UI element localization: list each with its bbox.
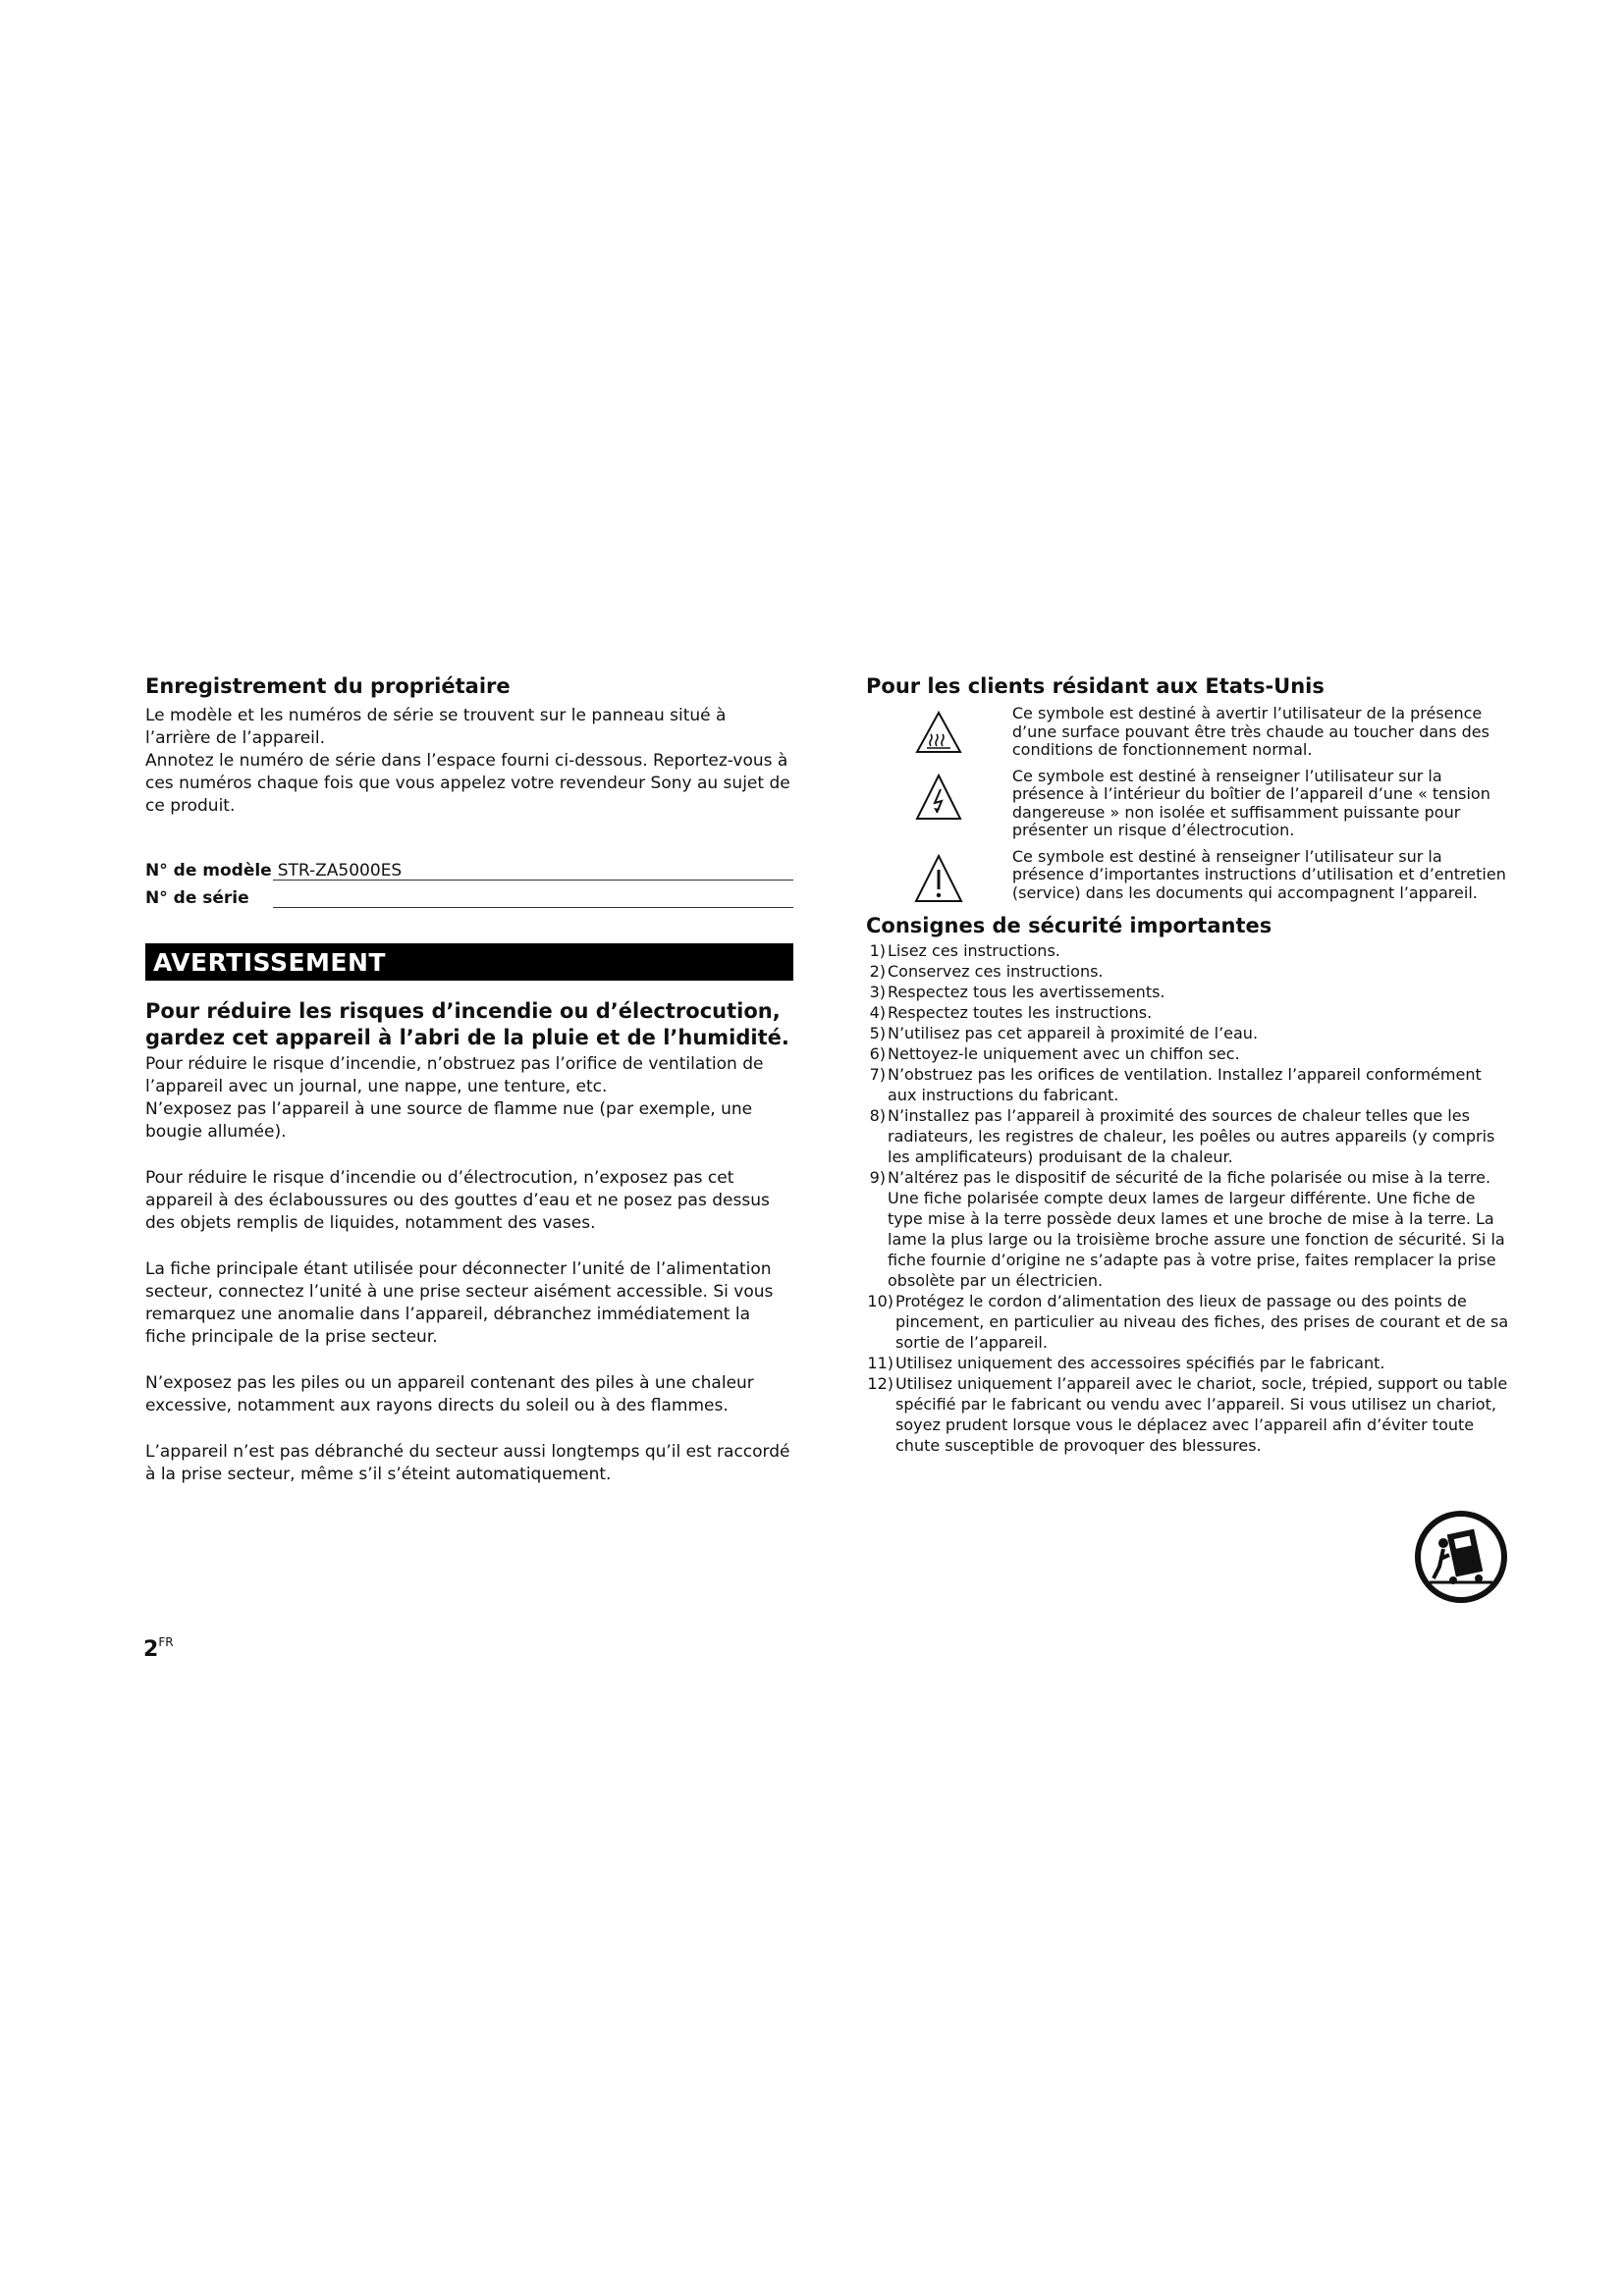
lightning-icon — [915, 774, 962, 821]
warning-paragraph-4: N’exposez pas les piles ou un appareil contenant des piles à une chaleur excessive, notamment aux rayons directs du soleil ou à des flammes. — [145, 1373, 754, 1415]
warning-paragraph-1b: N’exposez pas l’appareil à une source de flamme nue (par exemple, une bougie allumée). — [145, 1099, 753, 1142]
symbol-row-hot-surface — [866, 705, 1514, 760]
model-value: STR-ZA5000ES — [277, 861, 403, 881]
list-item: 9) N’altérez pas le dispositif de sécurité de la fiche polarisée ou mise à la terre. Une fiche polarisée compte deux lames de largeur différente. Une fiche de type mise à la terre possède deux lames et une broche de mise à la terre. La lame la plus large ou la troisième broche assure une fonction de sécurité. Si la fiche fournie d’origine ne s’adapte pas à votre prise, faites remplacer la prise obsolète par un électricien. — [869, 1167, 1505, 1290]
cart-tipover-icon — [1414, 1510, 1508, 1608]
serial-label: N° de série — [145, 888, 249, 908]
list-item: 5) N’utilisez pas cet appareil à proximité de l’eau. — [869, 1023, 1259, 1042]
list-item: 8) N’installez pas l’appareil à proximité des sources de chaleur telles que les radiateurs, les registres de chaleur, les poêles ou autres appareils (y compris les amplificateurs) produisant de la chaleur. — [869, 1105, 1495, 1166]
owner-record-title: Enregistrement du propriétaire — [145, 674, 511, 698]
us-customers-title: Pour les clients résidant aux Etats-Unis — [866, 674, 1325, 698]
list-item: 10) Protégez le cordon d’alimentation des lieux de passage ou des points de pincement, en particulier au niveau des fiches, des prises de courant et de sa sortie de l’appareil. — [867, 1291, 1509, 1352]
list-item: 1) Lisez ces instructions. — [869, 940, 1060, 960]
symbol-text-exclamation: Ce symbole est destiné à renseigner l’utilisateur sur la présence d’importantes instructions d’utilisation et d’entretien (service) dans les documents qui accompagnent l’appareil. — [1011, 846, 1506, 902]
hot-surface-icon — [915, 711, 962, 754]
owner-paragraph-2: Annotez le numéro de série dans l’espace fourni ci-dessous. Reportez-vous à ces numéros chaque fois que vous appelez votre revendeur Sony au sujet de ce produit. — [145, 751, 790, 816]
symbol-text-lightning: Ce symbole est destiné à renseigner l’utilisateur sur la présence à l’intérieur du boîtier de l’appareil d’une « tension dangereuse » non isolée et suffisamment puissante pour présenter un risque d’électrocution. — [1011, 766, 1490, 839]
warning-paragraph-3: La fiche principale étant utilisée pour déconnecter l’unité de l’alimentation secteur, connectez l’unité à une prise secteur aisément accessible. Si vous remarquez une anomalie dans l’appareil, débranchez immédiatement la fiche principale de la prise secteur. — [145, 1259, 774, 1347]
list-item: 4) Respectez toutes les instructions. — [869, 1002, 1153, 1022]
symbol-text-hot-surface: Ce symbole est destiné à avertir l’utilisateur de la présence d’une surface pouvant être très chaude au toucher dans des conditions de fonctionnement normal. — [1011, 704, 1489, 759]
right-column — [866, 673, 1514, 1456]
list-item: 7) N’obstruez pas les orifices de ventilation. Installez l’appareil conformément aux instructions du fabricant. — [869, 1064, 1482, 1104]
model-label: N° de modèle — [145, 861, 272, 881]
exclamation-icon — [914, 854, 963, 903]
list-item: 12) Utilisez uniquement l’appareil avec le chariot, socle, trépied, support ou table spécifié par le fabricant ou vendu avec l’appareil. Si vous utilisez un chariot, soyez prudent lorsque vous le déplacez avec l’appareil afin d’éviter toute chute susceptible de provoquer des blessures. — [867, 1373, 1508, 1455]
left-column — [145, 673, 793, 1486]
warning-paragraph-5: L’appareil n’est pas débranché du secteur aussi longtemps qu’il est raccordé à la prise secteur, même s’il s’éteint automatiquement. — [145, 1442, 790, 1484]
serial-underline — [273, 907, 793, 908]
warning-heading: Pour réduire les risques d’incendie ou d’électrocution, gardez cet appareil à l’abri de la pluie et de l’humidité. — [145, 999, 789, 1049]
model-field — [145, 853, 793, 881]
safety-title: Consignes de sécurité importantes — [866, 913, 1272, 937]
list-item: 11) Utilisez uniquement des accessoires spécifiés par le fabricant. — [867, 1353, 1385, 1372]
list-item: 6) Nettoyez-le uniquement avec un chiffon sec. — [869, 1043, 1240, 1063]
warning-paragraph-1a: Pour réduire le risque d’incendie, n’obstruez pas l’orifice de ventilation de l’appareil avec un journal, une nappe, une tenture, etc. — [145, 1054, 764, 1096]
symbol-row-exclamation — [866, 848, 1514, 903]
warning-paragraph-2: Pour réduire le risque d’incendie ou d’électrocution, n’exposez pas cet appareil à des éclaboussures ou des gouttes d’eau et ne posez pas dessus des objets remplis de liquides, notamment des vases. — [145, 1168, 770, 1233]
list-item: 3) Respectez tous les avertissements. — [869, 982, 1165, 1001]
safety-list — [866, 940, 1514, 1456]
page-number: $2^{FR}$ — [143, 1635, 174, 1662]
list-item: 2) Conservez ces instructions. — [869, 961, 1104, 981]
owner-paragraph-1: Le modèle et les numéros de série se trouvent sur le panneau situé à l’arrière de l’appareil. — [145, 706, 727, 748]
serial-field — [145, 881, 793, 908]
symbol-row-lightning — [866, 768, 1514, 840]
warning-banner: AVERTISSEMENT — [145, 943, 793, 981]
